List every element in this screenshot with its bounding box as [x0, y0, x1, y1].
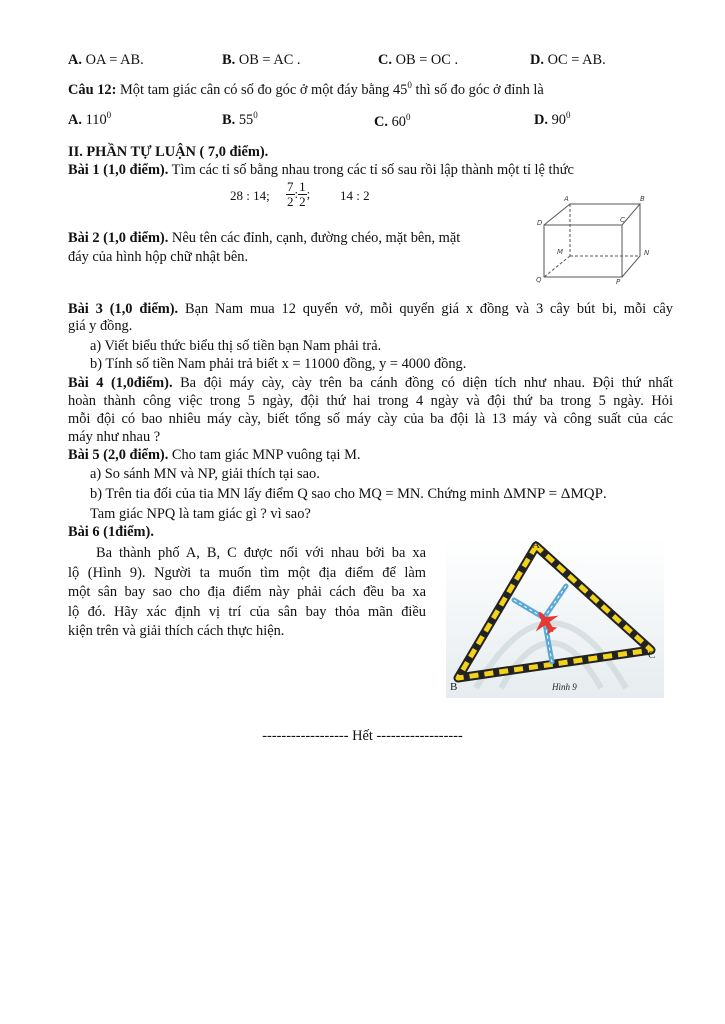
- cuboid-top-edges: [544, 204, 640, 225]
- label-Q: Q: [536, 276, 542, 284]
- cuboid-hidden-edges: [544, 204, 640, 277]
- bai1-ratio-1: 28 : 14;: [230, 188, 270, 203]
- bai5-part-a: a) So sánh MN và NP, giải thích tại sao.: [90, 466, 320, 482]
- bai4-line4: máy như nhau ?: [68, 429, 161, 445]
- bai4-line2: hoàn thành công việc trong 5 ngày, đội thứ hai trong 4 ngày và đội thứ ba trong 5 ngày. Hỏi: [68, 393, 673, 409]
- q11-option-a: A. OA = AB.: [68, 52, 144, 68]
- label-M: M: [557, 248, 564, 256]
- q12-option-d: D. $90^0$: [534, 110, 571, 128]
- bai6-text: Ba thành phố A, B, C được nối với nhau bởi ba xa lộ (Hình 9). Người ta muốn tìm một địa điểm để làm một sân bay sao cho địa điểm này phải cách đều ba xa lộ đó. Hãy xác định vị trí của sân bay thỏa mãn điều kiện trên và giải thích cách thực hiện.: [68, 545, 426, 639]
- q12-option-c: C. $60^0$: [374, 112, 411, 130]
- label-A: A: [532, 539, 540, 551]
- q11-option-b: B. OB = AC .: [222, 52, 301, 68]
- label-C: C: [620, 216, 625, 224]
- bai3-line2: giá y đồng.: [68, 318, 133, 334]
- bai5-part-b: b) Trên tia đối của tia MN lấy điểm Q sao cho MQ = MN. Chứng minh ΔMNP = ΔMQP.: [90, 486, 607, 502]
- bai3-part-b: b) Tính số tiền Nam phải trả biết x = 11000 đồng, y = 4000 đồng.: [90, 356, 467, 372]
- bai4-line1: Bài 4 (1,0điểm). Ba đội máy cày, cày trên ba cánh đồng có diện tích như nhau. Đội thứ nhất: [68, 375, 673, 391]
- bai3-part-a: a) Viết biểu thức biểu thị số tiền bạn Nam phải trả.: [90, 338, 382, 354]
- highway-triangle-figure: [446, 538, 664, 698]
- cuboid-figure: [528, 192, 658, 284]
- figure-caption: Hình 9: [552, 682, 577, 692]
- q12-option-a: A. $110^0$: [68, 110, 112, 128]
- label-A: A: [564, 195, 569, 203]
- bai5-part-c: Tam giác NPQ là tam giác gì ? vì sao?: [90, 506, 311, 522]
- bai1-prompt: Bài 1 (1,0 điểm). Tìm các tỉ số bằng nhau trong các tỉ số sau rồi lập thành một tỉ lệ thức: [68, 162, 574, 178]
- bai2-prompt: Bài 2 (1,0 điểm). Nêu tên các đỉnh, cạnh, đường chéo, mặt bên, mặt đáy của hình hộp chữ nhật bên.: [68, 230, 461, 265]
- part2-heading: II. PHẦN TỰ LUẬN ( 7,0 điểm).: [68, 144, 269, 160]
- label-N: N: [644, 249, 650, 257]
- cuboid-front-face: [544, 225, 622, 277]
- label-P: P: [616, 278, 621, 284]
- label-B: B: [450, 681, 458, 693]
- label-D: D: [537, 219, 543, 227]
- q12-question: Câu 12: Một tam giác cân có số đo góc ở một đáy bằng $45^0$ thì số đo góc ở đỉnh là: [68, 80, 544, 98]
- label-C: C: [648, 649, 656, 661]
- bai1-ratio-2: $\frac{7}{2}$ : $\frac{1}{2}$ ;: [287, 179, 311, 209]
- q11-option-c: C. OB = OC .: [378, 52, 459, 68]
- bai5-prompt: Bài 5 (2,0 điểm). Cho tam giác MNP vuông tại M.: [68, 447, 361, 463]
- end-marker: ------------------ Hết ------------------: [262, 728, 463, 744]
- label-B: B: [640, 195, 645, 203]
- bai3-line1: Bài 3 (1,0 điểm). Bạn Nam mua 12 quyển vở, mỗi quyển giá x đồng và 3 cây bút bi, mỗi cây: [68, 301, 673, 317]
- bai6-heading: Bài 6 (1điểm).: [68, 524, 154, 540]
- bai1-ratio-3: 14 : 2: [340, 188, 370, 203]
- q11-option-d: D. OC = AB.: [530, 52, 606, 68]
- bai4-line3: mỗi đội có bao nhiêu máy cày, biết tổng số máy cày của ba đội là 13 máy và công suất của các: [68, 411, 673, 427]
- q12-option-b: B. $55^0$: [222, 110, 258, 128]
